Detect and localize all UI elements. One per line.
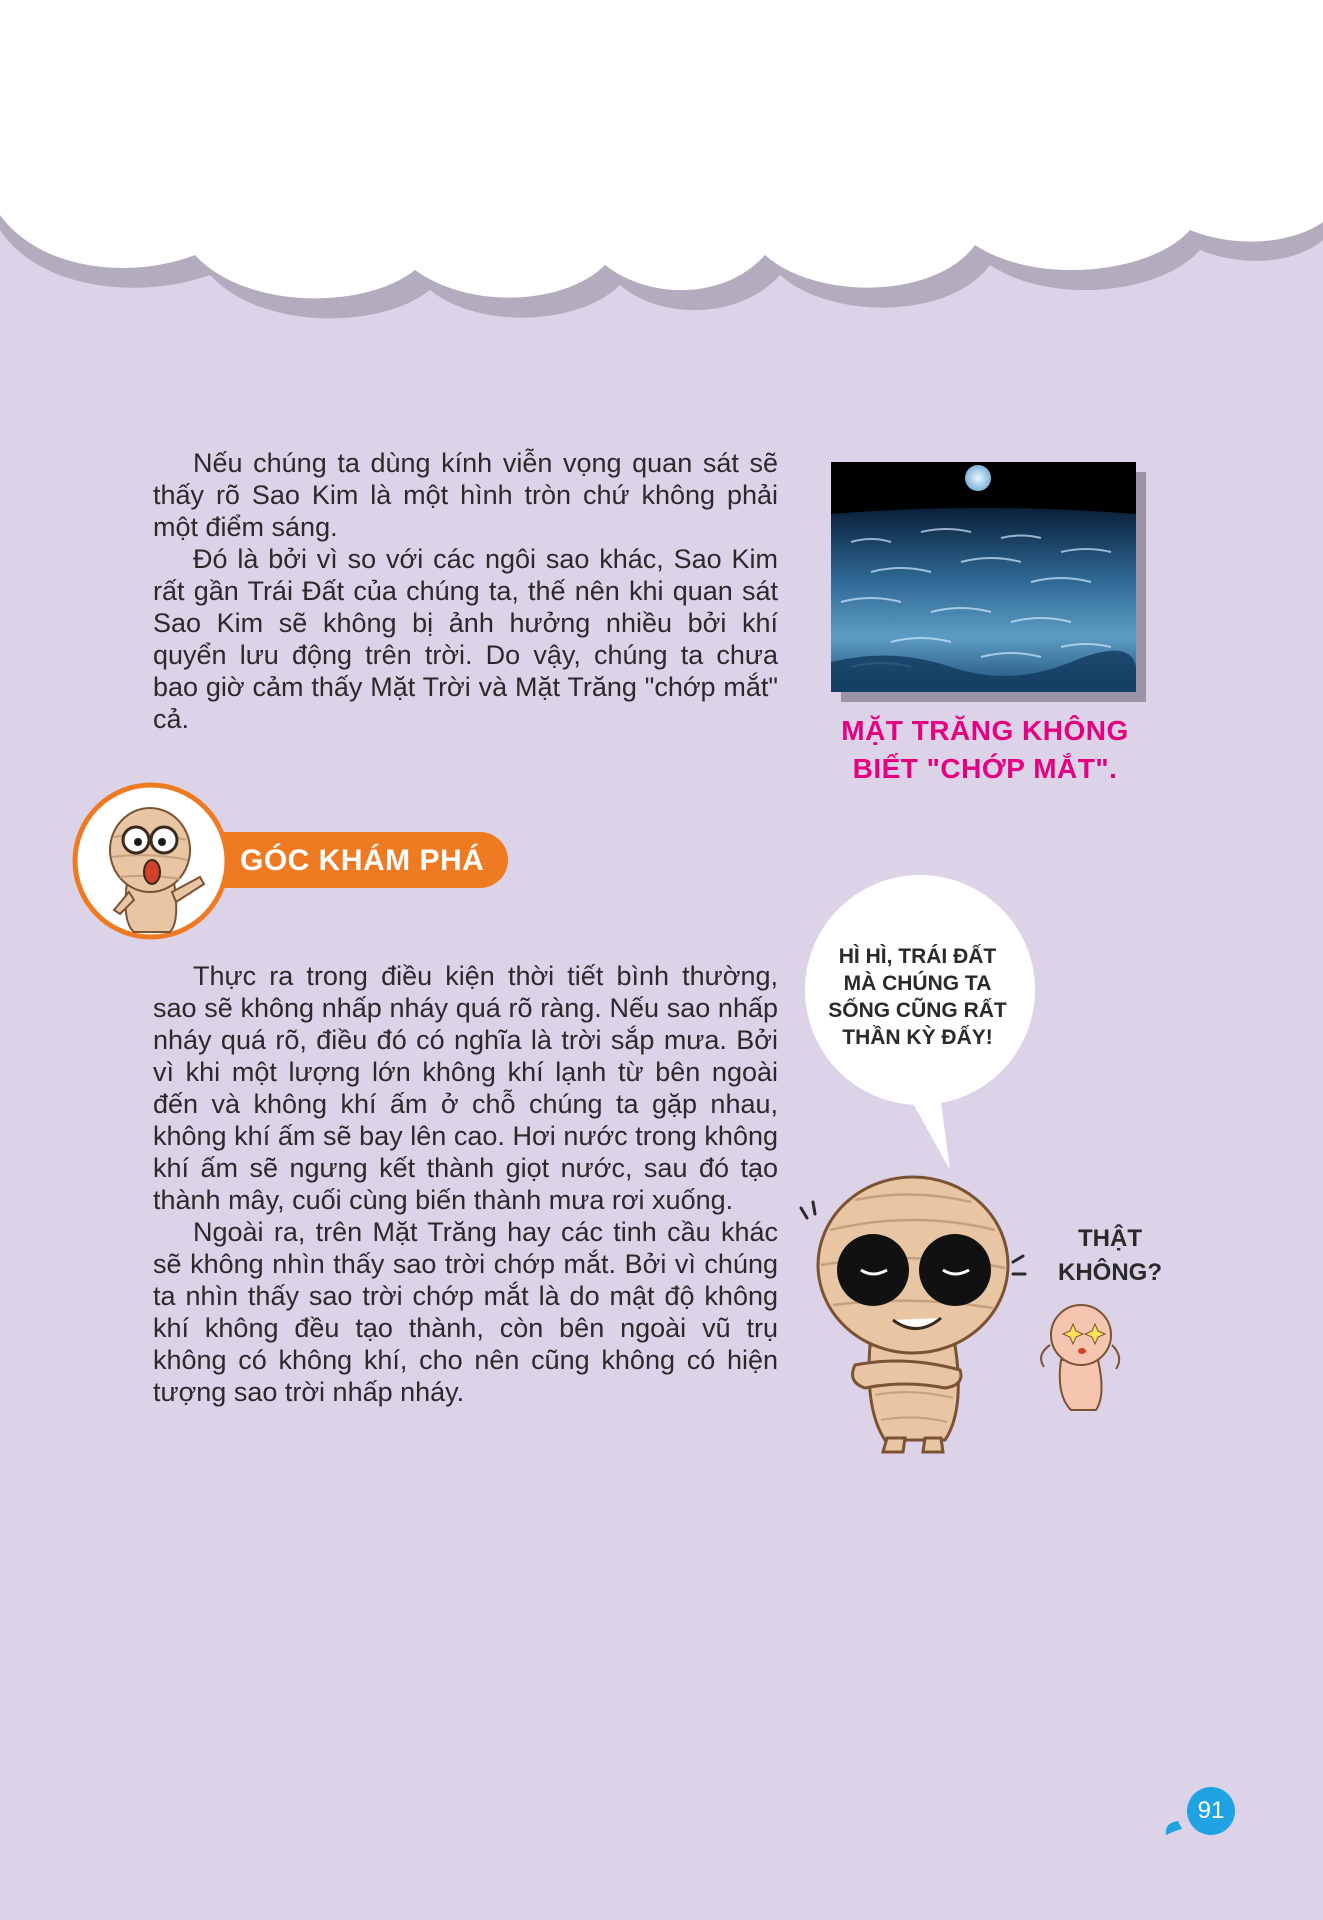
mummy-mascot-icon [795, 1170, 1040, 1455]
speech-line-4: THẦN KỲ ĐẤY! [842, 1026, 993, 1049]
moon-sea-photo [831, 462, 1136, 692]
speech-line-2: MÀ CHÚNG TA [843, 972, 992, 995]
small-pink-character-icon [1036, 1295, 1126, 1415]
caption-line-1: MẶT TRĂNG KHÔNG [841, 715, 1129, 746]
exclaim-line-2: KHÔNG? [1058, 1259, 1162, 1286]
moon-icon [965, 465, 991, 491]
speech-line-3: SỐNG CŨNG RẤT [828, 999, 1007, 1022]
intro-text [153, 447, 778, 735]
exclaim-line-1: THẬT [1078, 1225, 1142, 1252]
caption-line-2: BIẾT "CHỚP MẮT". [852, 753, 1118, 784]
explore-paragraph-1: Thực ra trong điều kiện thời tiết bình thường, sao sẽ không nhấp nháy quá rõ ràng. Nếu sao nhấp nháy quá rõ, điều đó có nghĩa là trời sắp mưa. Bởi vì khi một lượng lớn không khí lạnh từ bên ngoài đến và không khí ấm ở chỗ chúng ta gặp nhau, không khí ấm sẽ bay lên cao. Hơi nước trong không khí ấm sẽ ngưng kết thành giọt nước, sau đó tạo thành mây, cuối cùng biến thành mưa rơi xuống. [153, 961, 778, 1215]
page-number: 91 [1197, 1797, 1225, 1824]
speech-text [815, 943, 1020, 1051]
intro-paragraph-1: Nếu chúng ta dùng kính viễn vọng quan sát sẽ thấy rõ Sao Kim là một hình tròn chứ không phải một điểm sáng. [153, 448, 778, 542]
speech-line-1: HÌ HÌ, TRÁI ĐẤT [838, 945, 997, 968]
surprised-mummy-icon [72, 782, 230, 940]
explore-paragraph-2: Ngoài ra, trên Mặt Trăng hay các tinh cầu khác sẽ không nhìn thấy sao trời chớp mắt. Bởi vì chúng ta nhìn thấy sao trời chớp mắt là do mật độ không khí không đều tạo thành, còn bên ngoài vũ trụ không có không khí, cho nên cũng không có hiện tượng sao trời nhấp nháy. [153, 1217, 778, 1407]
photo-caption [830, 712, 1140, 788]
section-title: GÓC KHÁM PHÁ [240, 844, 485, 877]
explore-text [153, 960, 778, 1408]
intro-paragraph-2: Đó là bởi vì so với các ngôi sao khác, Sao Kim rất gần Trái Đất của chúng ta, thế nên khi quan sát Sao Kim sẽ không bị ảnh hưởng nhiều bởi khí quyển lưu động trên trời. Do vậy, chúng ta chưa bao giờ cảm thấy Mặt Trời và Mặt Trăng "chớp mắt" cả. [153, 544, 778, 734]
exclaim-text [1045, 1222, 1175, 1290]
